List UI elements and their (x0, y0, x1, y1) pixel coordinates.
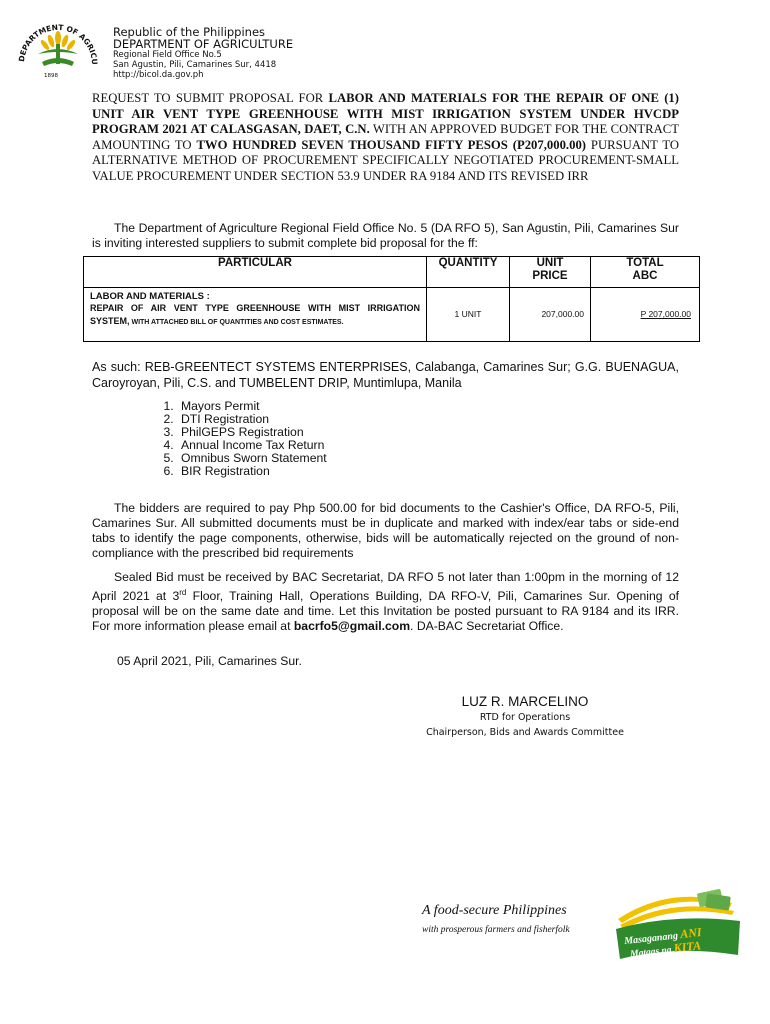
title-bold-1: LABOR AND MATERIALS FOR THE REPAIR OF ONE (1) UNIT AIR VENT TYPE GREENHOUSE WITH MIST IRRIGATION SYSTEM UNDER HVCDP PROGRAM 2021 AT CALASGASAN, DAET, C.N. (92, 91, 679, 137)
list-item: 3. PhilGEPS Registration (177, 426, 327, 439)
signatory-role: Chairperson, Bids and Awards Committee (426, 727, 624, 738)
signatory-position: RTD for Operations (479, 712, 571, 723)
signatory-name: LUZ R. MARCELINO (461, 694, 589, 709)
department-line: DEPARTMENT OF AGRICULTURE (113, 37, 294, 51)
unit-price-cell: 207,000.00 (510, 288, 591, 342)
office-line: Regional Field Office No.5 (113, 50, 222, 60)
table-row (84, 288, 700, 342)
requirements-list (155, 400, 327, 478)
title-part-2: WITH AN APPROVED BUDGET FOR THE CONTRACT AMOUNTING TO (92, 122, 679, 152)
address-line: San Agustin, Pili, Camarines Sur, 4418 (113, 60, 277, 70)
suppliers-paragraph (92, 359, 679, 391)
footer-subtagline: with prosperous farmers and fisherfolk (422, 925, 570, 935)
ordinal-suffix: rd (179, 588, 187, 597)
total-abc-cell: P 207,000.00 (591, 288, 700, 342)
sealed-text-a: Sealed Bid must be received by BAC Secretariat, DA RFO 5 not later than 1:00pm in the morning of 12 April 2021 at 3 (92, 570, 679, 604)
sealed-text-c: . DA-BAC Secretariat Office. (410, 619, 564, 634)
signatory-block (400, 693, 650, 740)
sealed-text-b: Floor, Training Hall, Operations Building, DA RFO-V, Pili, Camarines Sur. Opening of proposal will be on the same date and time. Let this Invitation be posted pursuant to RA 9184 and its IRR. For more information please email at (92, 589, 679, 634)
labor-materials-heading: LABOR AND MATERIALS : (90, 291, 210, 302)
list-item: 6. BIR Registration (177, 465, 327, 478)
header-quantity: QUANTITY (427, 257, 510, 288)
date-line: 05 April 2021, Pili, Camarines Sur. (117, 654, 302, 668)
particular-cell (84, 288, 427, 342)
table-header-row (84, 257, 700, 288)
logo-text-line1: Masaganang ANI (623, 924, 703, 948)
document-title (92, 91, 679, 185)
intro-paragraph (92, 221, 679, 251)
masaganang-ani-logo (610, 885, 745, 960)
intro-text: The Department of Agriculture Regional Field Office No. 5 (DA RFO 5), San Agustin, Pili, Camarines Sur is inviting interested suppliers to submit complete bid proposal for the ff: (92, 221, 679, 250)
title-part-1: REQUEST TO SUBMIT PROPOSAL FOR (92, 91, 329, 105)
sealed-bid-paragraph (92, 570, 679, 634)
da-seal-logo (14, 14, 102, 80)
bid-documents-text: The bidders are required to pay Php 500.00 for bid documents to the Cashier's Office, DA RFO-5, Pili, Camarines Sur. All submitted documents must be in duplicate and marked with index/ear tabs or side-end tabs to identify the page components, otherwise, bids will be automatically rejected on the ground of non-compliance with the prescribed bid requirements (92, 501, 679, 560)
list-item: 5. Omnibus Sworn Statement (177, 452, 327, 465)
footer-tagline: A food-secure Philippines (422, 903, 567, 918)
suppliers-text: As such: REB-GREENTECT SYSTEMS ENTERPRISES, Calabanga, Camarines Sur; G.G. BUENAGUA, Caroyroyan, Pili, C.S. and TUMBELENT DRIP, Muntimlupa, Manila (92, 360, 679, 390)
da-seal-icon (14, 14, 102, 80)
particular-description: REPAIR OF AIR VENT TYPE GREENHOUSE WITH MIST IRRIGATION SYSTEM, WITH ATTACHED BILL OF QUANTITIES AND COST ESTIMATES. (90, 303, 420, 326)
contact-email: bacrfo5@gmail.com (293, 619, 411, 634)
header-particular: PARTICULAR (84, 257, 427, 288)
website-line: http://bicol.da.gov.ph (113, 70, 204, 80)
bid-documents-paragraph (92, 501, 679, 561)
title-bold-2: TWO HUNDRED SEVEN THOUSAND FIFTY PESOS (P207,000.00) (196, 137, 587, 152)
svg-text:1898: 1898 (44, 73, 58, 79)
logo-text-line2: Mataas na KITA (629, 938, 702, 960)
header-unit-price: UNIT PRICE (510, 257, 591, 288)
letterhead (113, 26, 293, 80)
quantity-cell: 1 UNIT (427, 288, 510, 342)
republic-line: Republic of the Philippines (113, 25, 266, 39)
list-item: 4. Annual Income Tax Return (177, 439, 327, 452)
title-part-3: PURSUANT TO ALTERNATIVE METHOD OF PROCUREMENT SPECIFICALLY NEGOTIATED PROCUREMENT-SMALL VALUE PROCUREMENT UNDER SECTION 53.9 UNDER RA 9184 AND ITS REVISED IRR (92, 137, 680, 183)
list-item: 2. DTI Registration (177, 413, 327, 426)
list-item: 1. Mayors Permit (177, 400, 327, 413)
header-total-abc: TOTAL ABC (591, 257, 700, 288)
bid-items-table (83, 256, 700, 342)
svg-text:DEPARTMENT OF AGRICULTURE: DEPARTMENT OF AGRICU (16, 22, 100, 66)
